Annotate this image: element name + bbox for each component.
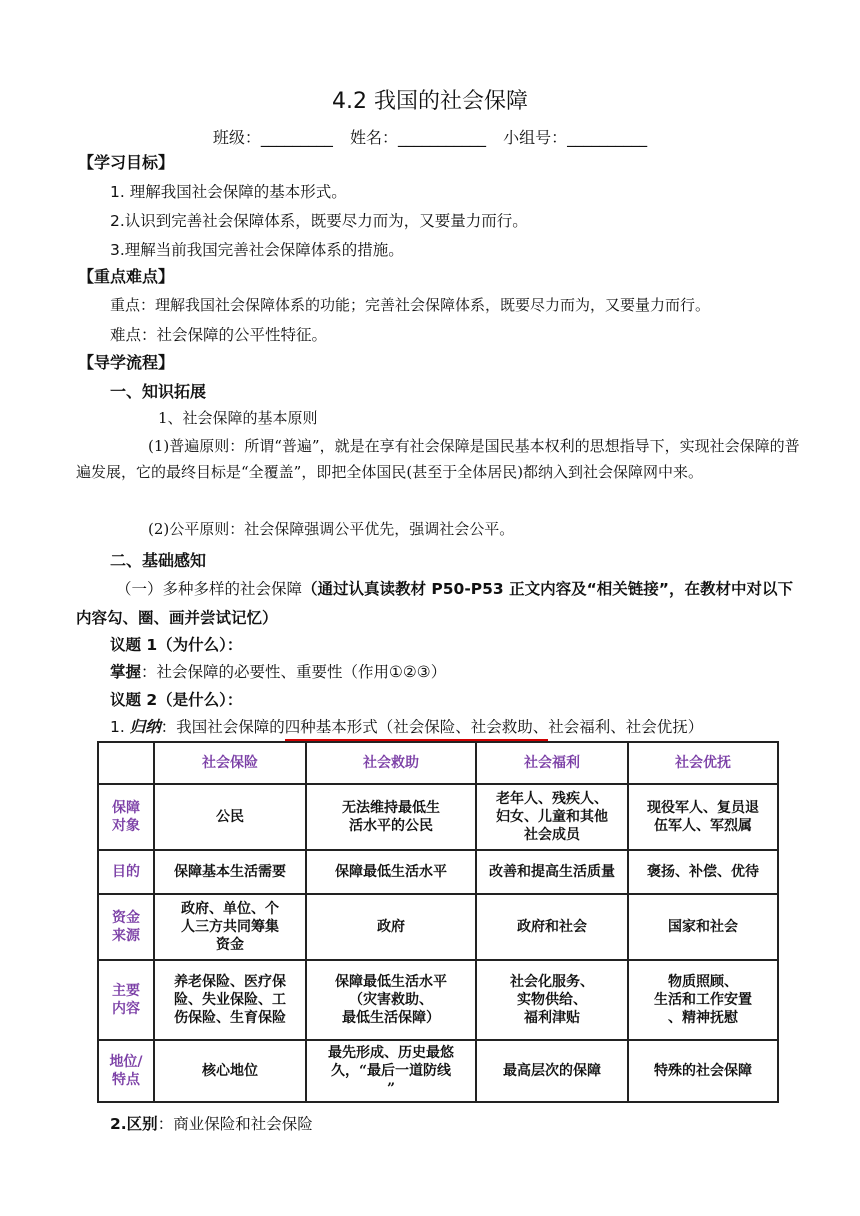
table-cell: 现役军人、复员退 伍军人、军烈属 <box>628 784 778 850</box>
table-cell: 政府、单位、个 人三方共同筹集 资金 <box>154 894 306 960</box>
page-title: 4.2 我国的社会保障 <box>332 89 528 114</box>
part-one-heading: 一、知识拓展 <box>110 382 207 401</box>
summary-text-underlined: 四种基本形式（社会保险、社会救助、 <box>285 718 549 741</box>
objective-item: 1. 理解我国社会保障的基本形式。 <box>110 183 347 201</box>
universal-principle: (1)普遍原则：所谓“普遍”，就是在享有社会保障是国民基本权利的思想指导下，实现社会保障的普遍发展，它的最终目标是“全覆盖”，即把全体国民(甚至于全体居民)都纳入到社会保障网中来。 <box>76 437 800 481</box>
social-security-table <box>97 741 779 1103</box>
difficult-point: 难点：社会保障的公平性特征。 <box>110 326 328 344</box>
distinction-label: 2.区别 <box>110 1115 158 1133</box>
table-cell: 保障最低生活水平 <box>306 850 476 894</box>
table-header-cell: 社会保险 <box>154 742 306 784</box>
section-intro-title: （一）多种多样的社会保障 <box>116 580 303 598</box>
table-row <box>98 784 778 850</box>
section-intro <box>76 575 802 633</box>
table-cell: 公民 <box>154 784 306 850</box>
summary-text-c: 社会福利、社会优抚） <box>548 718 704 736</box>
table-cell: 褒扬、补偿、优待 <box>628 850 778 894</box>
objectives-heading: 【学习目标】 <box>78 153 175 172</box>
topic-two: 议题 2（是什么）： <box>110 691 243 709</box>
table-cell: 政府和社会 <box>476 894 628 960</box>
distinction-text: ：商业保险和社会保险 <box>157 1115 313 1133</box>
principles-subheading: 1、社会保障的基本原则 <box>158 409 318 427</box>
table-cell: 核心地位 <box>154 1040 306 1102</box>
keypoints-heading: 【重点难点】 <box>78 267 175 286</box>
table-header-row <box>98 742 778 784</box>
distinction-line <box>110 1112 313 1134</box>
process-heading: 【导学流程】 <box>78 353 175 372</box>
topic-one: 议题 1（为什么）： <box>110 636 243 654</box>
master-label: 掌握 <box>110 663 142 681</box>
table-cell: 无法维持最低生 活水平的公民 <box>306 784 476 850</box>
student-info <box>0 125 860 148</box>
section-intro-instruction: （通过认真读教材 P50-P53 正文内容及“相关链接”，在教材中对以下内容勾、圈、画并尝试记忆） <box>76 580 793 627</box>
row-header: 保障 对象 <box>98 784 154 850</box>
table-cell: 保障最低生活水平 （灾害救助、 最低生活保障） <box>306 960 476 1040</box>
table-cell: 养老保险、医疗保 险、失业保险、工 伤保险、生育保险 <box>154 960 306 1040</box>
summary-text-a: ：我国社会保障的 <box>160 718 285 736</box>
part-two-heading: 二、基础感知 <box>110 551 207 570</box>
group-field[interactable]: 小组号：__________ <box>503 128 648 147</box>
table-row <box>98 894 778 960</box>
table-header-cell: 社会福利 <box>476 742 628 784</box>
row-header: 主要 内容 <box>98 960 154 1040</box>
row-header: 资金 来源 <box>98 894 154 960</box>
table-header-cell <box>98 742 154 784</box>
table-cell: 社会化服务、 实物供给、 福利津贴 <box>476 960 628 1040</box>
table-cell: 改善和提高生活质量 <box>476 850 628 894</box>
name-field[interactable]: 姓名：___________ <box>349 128 486 147</box>
fairness-principle: (2)公平原则：社会保障强调公平优先，强调社会公平。 <box>148 520 515 538</box>
summary-line <box>110 715 703 737</box>
table-row <box>98 1040 778 1102</box>
table-cell: 保障基本生活需要 <box>154 850 306 894</box>
row-header: 目的 <box>98 850 154 894</box>
master-text: ：社会保障的必要性、重要性（作用①②③） <box>141 663 447 681</box>
objective-item: 3.理解当前我国完善社会保障体系的措施。 <box>110 241 404 259</box>
table-cell: 特殊的社会保障 <box>628 1040 778 1102</box>
summary-number: 1. <box>110 718 125 736</box>
key-point: 重点：理解我国社会保障体系的功能；完善社会保障体系，既要尽力而为，又要量力而行。 <box>110 296 711 314</box>
table-row <box>98 850 778 894</box>
table-cell: 老年人、残疾人、 妇女、儿童和其他 社会成员 <box>476 784 628 850</box>
table-header-cell: 社会救助 <box>306 742 476 784</box>
master-line <box>110 660 446 682</box>
row-header: 地位/ 特点 <box>98 1040 154 1102</box>
table-cell: 最高层次的保障 <box>476 1040 628 1102</box>
table-cell: 国家和社会 <box>628 894 778 960</box>
table-cell: 最先形成、历史最悠 久，“最后一道防线 ” <box>306 1040 476 1102</box>
table-row <box>98 960 778 1040</box>
class-field[interactable]: 班级：_________ <box>212 128 333 147</box>
table-header-cell: 社会优抚 <box>628 742 778 784</box>
table-cell: 物质照顾、 生活和工作安置 、精神抚慰 <box>628 960 778 1040</box>
table-cell: 政府 <box>306 894 476 960</box>
objective-item: 2.认识到完善社会保障体系，既要尽力而为，又要量力而行。 <box>110 212 528 230</box>
summary-label: 归纳 <box>129 718 161 736</box>
